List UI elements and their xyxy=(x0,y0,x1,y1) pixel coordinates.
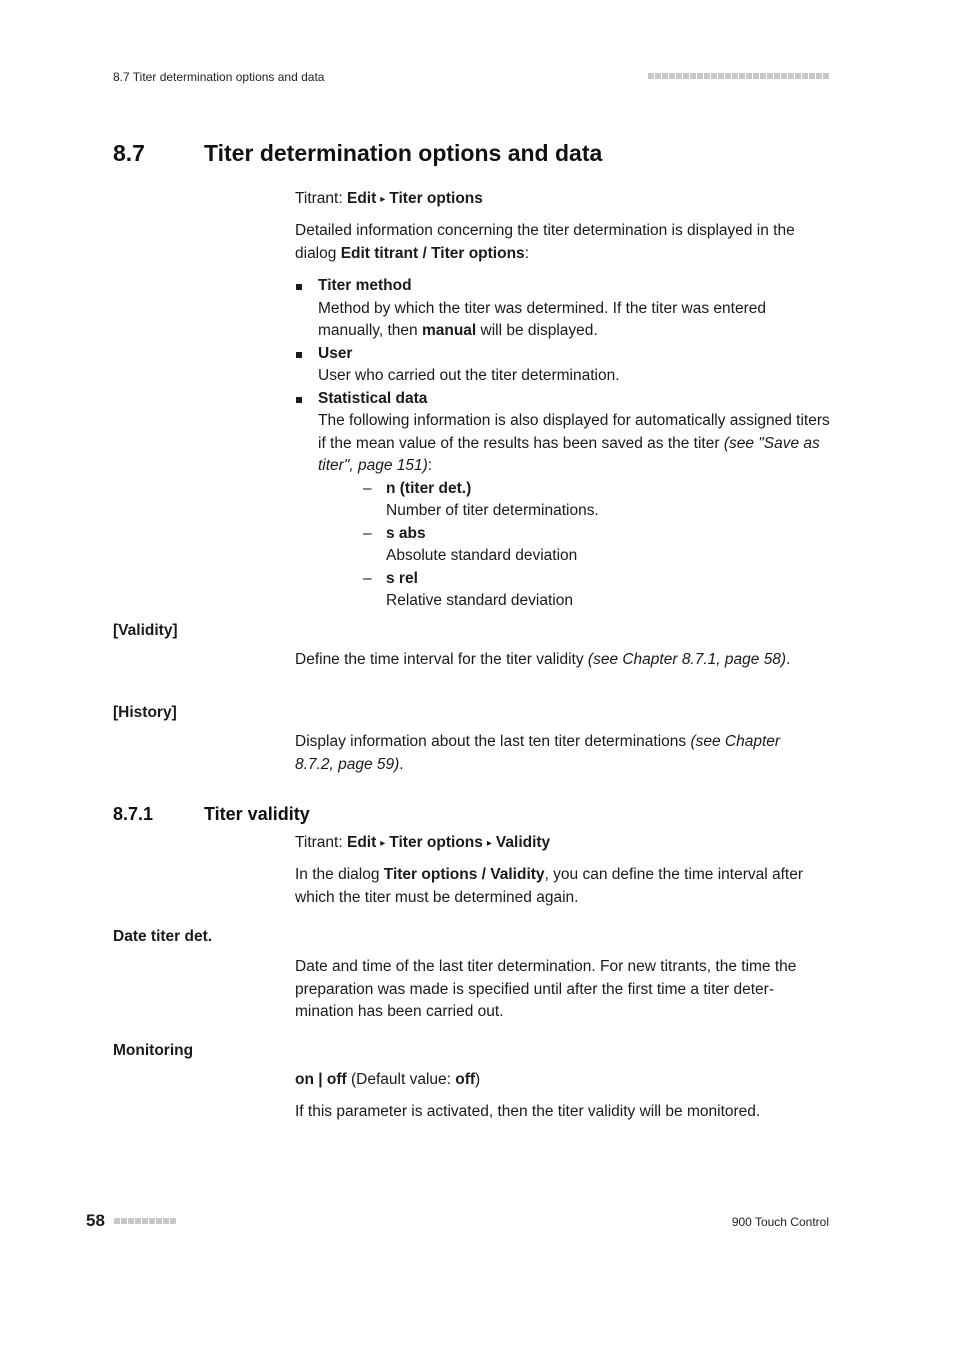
monitoring-description: If this parameter is activated, then the titer validity will be monitored. xyxy=(295,1103,761,1120)
cross-reference: (see Chapter 8.7.2, page 59) xyxy=(295,733,781,773)
running-header: 8.7 Titer determination options and data xyxy=(113,70,325,84)
decoration-square xyxy=(683,73,689,79)
decoration-square xyxy=(753,73,759,79)
dialog-name: Titer options / Validity xyxy=(383,866,545,883)
decoration-square xyxy=(655,73,661,79)
date-titer-description: Date and time of the last titer determination. For new titrants, the time the preparation was made is specified until after the first time a titer deter-mination has been carried out. xyxy=(295,958,797,1020)
date-titer-label: Date titer det. xyxy=(113,928,213,945)
decoration-square xyxy=(163,1218,169,1224)
decoration-square xyxy=(114,1218,120,1224)
history-description: Display information about the last ten titer determinations (see Chapter 8.7.2, page 59). xyxy=(295,733,781,773)
cross-reference: (see Chapter 8.7.1, page 58) xyxy=(587,651,787,668)
decoration-square xyxy=(732,73,738,79)
section-title: Titer determination options and data xyxy=(204,140,603,166)
decoration-square xyxy=(676,73,682,79)
nav-item-titer-options: Titer options xyxy=(389,834,483,851)
nav-item-edit: Edit xyxy=(346,190,377,207)
statistical-sublist xyxy=(318,478,831,613)
subsection-intro: In the dialog Titer options / Validity, you can define the time interval after which the titer must be determined again. xyxy=(295,866,804,906)
decoration-square xyxy=(170,1218,176,1224)
nav-item-validity: Validity xyxy=(495,834,551,851)
decoration-square xyxy=(121,1218,127,1224)
decoration-square xyxy=(711,73,717,79)
sublist-item: – s rel Relative standard deviation xyxy=(363,569,573,609)
sublist-item: – n (titer det.) Number of titer determinations. xyxy=(363,479,599,519)
monitoring-options: on | off (Default value: off) xyxy=(295,1071,481,1088)
option-on: on xyxy=(295,1071,314,1088)
nav-item-titer-options: Titer options xyxy=(389,190,483,207)
list-item: Titer method Method by which the titer was determined. If the titer was entered manually, then manual will be displayed. xyxy=(295,275,831,343)
decoration-square xyxy=(704,73,710,79)
decoration-square xyxy=(718,73,724,79)
decoration-square xyxy=(760,73,766,79)
list-item: Statistical data The following information is also displayed for automatically assigned titers if the mean value of the results has been saved as the titer (see "Save as titer", page 151): – n (titer det.) Number of titer determinations. – s abs Absolute standard deviation – s rel Relative standard deviation xyxy=(295,388,831,613)
item-title: Titer method xyxy=(318,277,412,294)
decoration-square xyxy=(662,73,668,79)
list-item: User User who carried out the titer determination. xyxy=(295,343,831,388)
decoration-square xyxy=(648,73,654,79)
decoration-square xyxy=(669,73,675,79)
decoration-square xyxy=(690,73,696,79)
nav-path xyxy=(295,188,831,213)
options-list xyxy=(295,275,831,613)
decoration-square xyxy=(816,73,822,79)
section-intro: Detailed information concerning the titer determination is displayed in the dialog Edit titrant / Titer options: xyxy=(295,222,795,262)
default-value: off xyxy=(455,1071,476,1088)
decoration-square xyxy=(725,73,731,79)
page-number: 58 xyxy=(86,1211,105,1230)
decoration-square xyxy=(823,73,829,79)
decoration-square xyxy=(739,73,745,79)
cross-reference: (see "Save as titer", page 151) xyxy=(318,434,820,474)
arrow-right-icon: ▸ xyxy=(486,838,492,849)
decoration-square xyxy=(149,1218,155,1224)
subsection-title: Titer validity xyxy=(204,804,310,824)
decoration-square xyxy=(142,1218,148,1224)
subsection-heading xyxy=(113,804,833,828)
decoration-square xyxy=(781,73,787,79)
nav-item-edit: Edit xyxy=(346,834,377,851)
decoration-square xyxy=(746,73,752,79)
decoration-square xyxy=(156,1218,162,1224)
header-decoration xyxy=(648,73,829,79)
dialog-name: Edit titrant / Titer options xyxy=(340,244,525,262)
nav-prefix: Titrant: xyxy=(295,190,343,207)
validity-label: [Validity] xyxy=(113,622,178,639)
decoration-square xyxy=(767,73,773,79)
validity-description: Define the time interval for the titer validity (see Chapter 8.7.1, page 58). xyxy=(295,651,791,668)
section-number: 8.7 xyxy=(113,140,145,166)
decoration-square xyxy=(135,1218,141,1224)
decoration-square xyxy=(795,73,801,79)
footer-decoration xyxy=(114,1218,176,1224)
arrow-right-icon: ▸ xyxy=(380,838,386,849)
decoration-square xyxy=(128,1218,134,1224)
sublist-item: – s abs Absolute standard deviation xyxy=(363,524,578,564)
product-name: 900 Touch Control xyxy=(731,1215,829,1229)
decoration-square xyxy=(697,73,703,79)
monitoring-label: Monitoring xyxy=(113,1042,194,1059)
decoration-square xyxy=(788,73,794,79)
nav-path: Titrant: Edit ▸ Titer options ▸ Validity xyxy=(295,834,551,851)
section-heading xyxy=(113,140,833,170)
item-title: User xyxy=(318,344,353,362)
history-label: [History] xyxy=(113,704,177,721)
arrow-right-icon: ▸ xyxy=(380,194,386,205)
decoration-square xyxy=(802,73,808,79)
decoration-square xyxy=(774,73,780,79)
subsection-number: 8.7.1 xyxy=(113,804,154,824)
option-off: off xyxy=(326,1071,347,1088)
item-title: Statistical data xyxy=(318,389,428,407)
decoration-square xyxy=(809,73,815,79)
